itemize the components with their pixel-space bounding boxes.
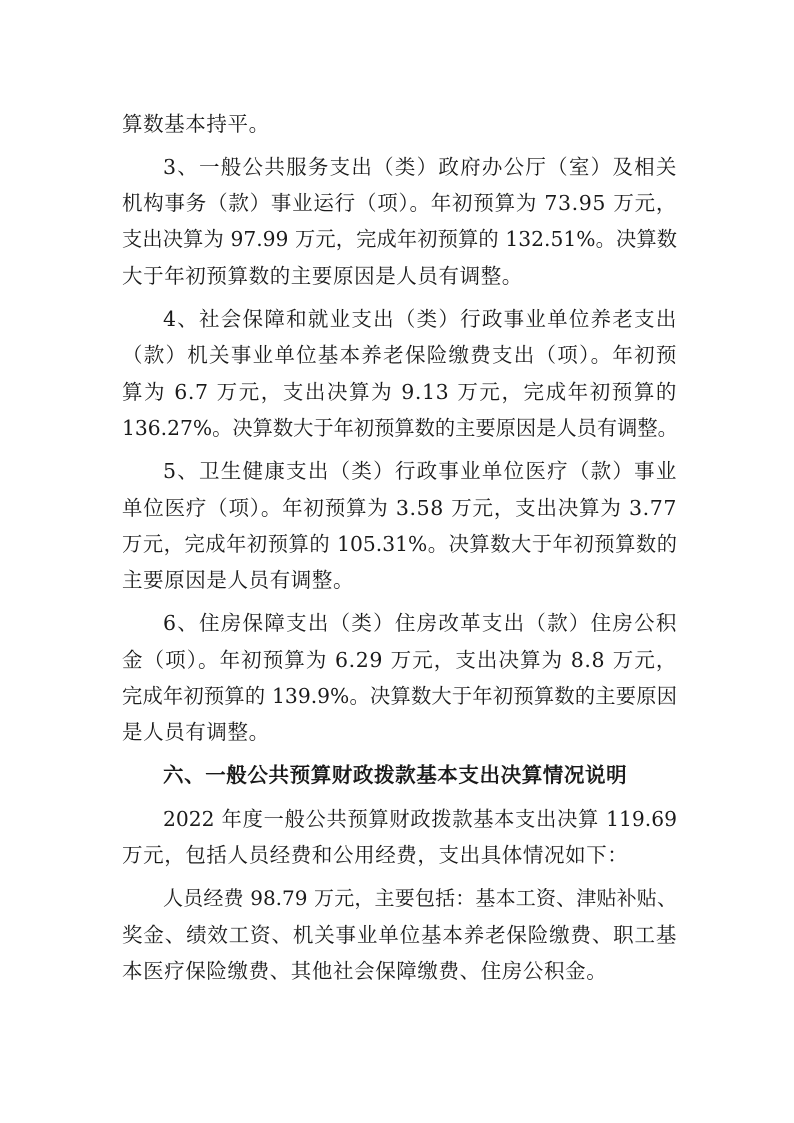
paragraph-line: 算为 6.7 万元，支出决算为 9.13 万元，完成年初预算的 <box>122 380 677 404</box>
paragraph-line: 4、社会保障和就业支出（类）行政事业单位养老支出 <box>163 307 677 331</box>
paragraph-line: 支出决算为 97.99 万元，完成年初预算的 132.51%。决算数 <box>122 227 677 251</box>
paragraph-line: 人员经费 98.79 万元，主要包括：基本工资、津贴补贴、 <box>163 886 677 910</box>
paragraph-line: 主要原因是人员有调整。 <box>122 568 355 592</box>
paragraph-line: 万元，包括人员经费和公用经费，支出具体情况如下： <box>122 843 629 867</box>
paragraph-line: 奖金、绩效工资、机关事业单位基本养老保险缴费、职工基 <box>122 923 677 947</box>
paragraph-line: 机构事务（款）事业运行（项）。年初预算为 73.95 万元， <box>122 191 677 215</box>
paragraph-line: （款）机关事业单位基本养老保险缴费支出（项）。年初预 <box>122 343 677 367</box>
paragraph-line: 本医疗保险缴费、其他社会保障缴费、住房公积金。 <box>122 959 608 983</box>
paragraph-line: 136.27%。决算数大于年初预算数的主要原因是人员有调整。 <box>122 416 678 440</box>
paragraph-line: 是人员有调整。 <box>122 720 270 744</box>
paragraph-line: 金（项）。年初预算为 6.29 万元，支出决算为 8.8 万元， <box>122 648 677 672</box>
paragraph-line: 大于年初预算数的主要原因是人员有调整。 <box>122 264 523 288</box>
paragraph-line: 2022 年度一般公共预算财政拨款基本支出决算 119.69 <box>163 807 677 831</box>
paragraph-line: 完成年初预算的 139.9%。决算数大于年初预算数的主要原因 <box>122 684 677 708</box>
paragraph-line: 万元，完成年初预算的 105.31%。决算数大于年初预算数的 <box>122 532 677 556</box>
paragraph-line: 6、住房保障支出（类）住房改革支出（款）住房公积 <box>163 611 677 635</box>
paragraph-line: 5、卫生健康支出（类）行政事业单位医疗（款）事业 <box>163 459 677 483</box>
paragraph-line: 3、一般公共服务支出（类）政府办公厅（室）及相关 <box>163 155 677 179</box>
section-heading: 六、一般公共预算财政拨款基本支出决算情况说明 <box>163 763 628 787</box>
paragraph-line: 算数基本持平。 <box>122 112 270 136</box>
paragraph-line: 单位医疗（项）。年初预算为 3.58 万元，支出决算为 3.77 <box>122 496 677 520</box>
